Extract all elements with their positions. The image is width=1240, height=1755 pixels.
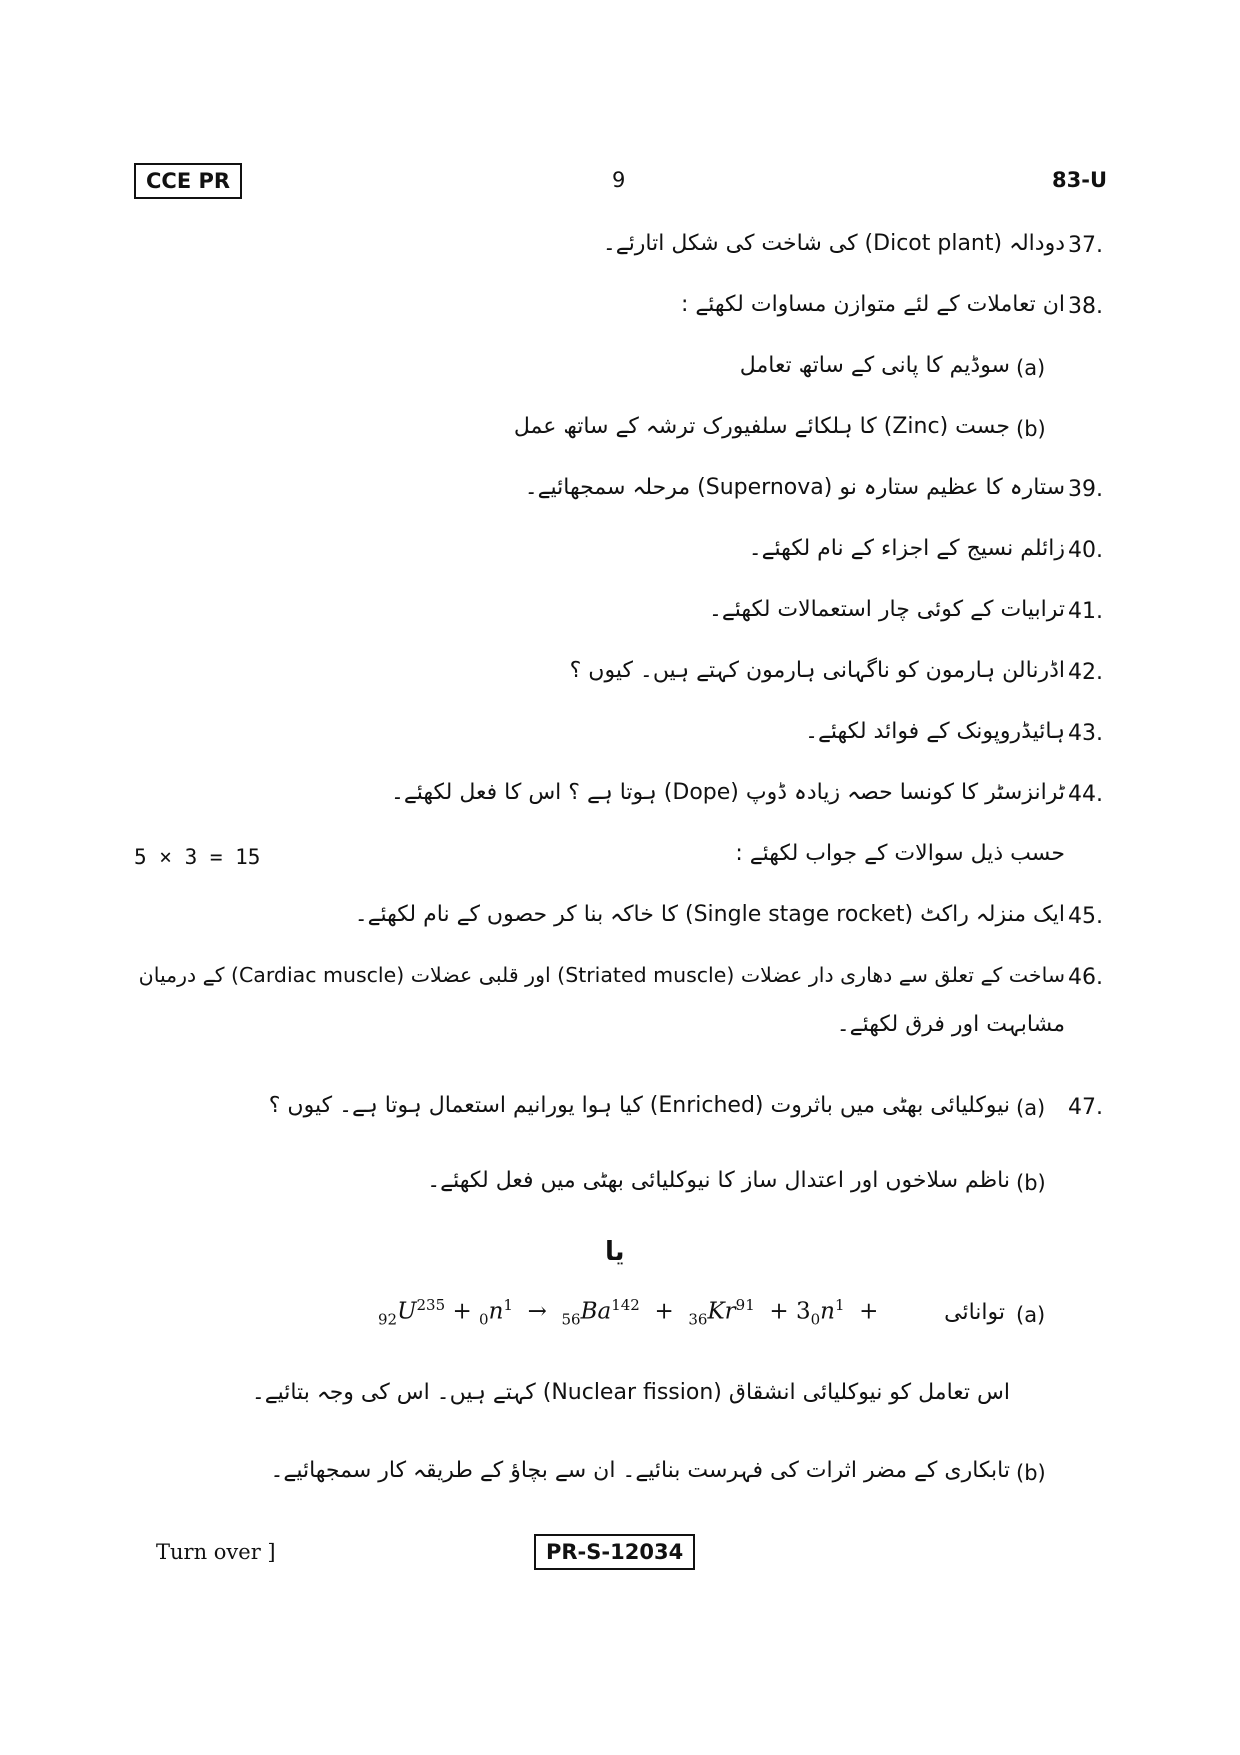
question-40-number: 40. (1068, 538, 1103, 563)
section-instruction: حسب ذیل سوالات کے جواب لکھئے : (735, 841, 1065, 866)
header-box-cce-pr: CCE PR (134, 163, 242, 199)
question-46-text: ساخت کے تعلق سے دھاری دار عضلات (Striated muscle) اور قلبی عضلات (Cardiac muscle) کے درمیان (138, 963, 1065, 987)
question-39-text: ستارہ کا عظیم ستارہ نو (Supernova) مرحلہ سمجھائیے۔ (524, 475, 1065, 500)
equation-energy-word: توانائی (944, 1300, 1005, 1325)
question-38a-label: (a) (1016, 356, 1046, 380)
question-47a-text: نیوکلیائی بھٹی میں باثروت (Enriched) کیا ہوا یورانیم استعمال ہوتا ہے۔ کیوں ؟ (268, 1093, 1010, 1118)
question-47-alt-b-text: تابکاری کے مضر اثرات کی فہرست بنائیے۔ ان سے بچاؤ کے طریقہ کار سمجھائیے۔ (270, 1458, 1010, 1483)
page-number: 9 (612, 168, 626, 192)
question-42-number: 42. (1068, 660, 1103, 685)
question-44-number: 44. (1068, 782, 1103, 807)
question-43-number: 43. (1068, 721, 1103, 746)
question-47a-label: (a) (1016, 1096, 1046, 1120)
question-45-text: ایک منزلہ راکٹ (Single stage rocket) کا خاکہ بنا کر حصوں کے نام لکھئے۔ (354, 902, 1065, 927)
question-39-number: 39. (1068, 477, 1103, 502)
question-37-text: دودالہ (Dicot plant) کی شاخت کی شکل اتارئے۔ (602, 231, 1065, 256)
question-38a-text: سوڈیم کا پانی کے ساتھ تعامل (739, 353, 1010, 378)
question-37-number: 37. (1068, 233, 1103, 258)
question-41-text: ترابیات کے کوئی چار استعمالات لکھئے۔ (709, 597, 1065, 622)
question-47-alt-b-label: (b) (1016, 1461, 1046, 1485)
question-43-text: ہائیڈروپونک کے فوائد لکھئے۔ (805, 719, 1065, 744)
question-47-alt-a-label: (a) (1016, 1303, 1046, 1327)
question-47b-label: (b) (1016, 1171, 1046, 1195)
section-marks: 5 × 3 = 15 (134, 845, 261, 869)
question-46-number: 46. (1068, 965, 1103, 990)
question-44-text: ٹرانزسٹر کا کونسا حصہ زیادہ ڈوپ (Dope) ہوتا ہے ؟ اس کا فعل لکھئے۔ (390, 780, 1065, 805)
question-42-text: اڈرنالن ہارمون کو ناگہانی ہارمون کہتے ہیں۔ کیوں ؟ (569, 658, 1065, 683)
question-41-number: 41. (1068, 599, 1103, 624)
question-46-text-line2: مشابہت اور فرق لکھئے۔ (836, 1012, 1065, 1037)
question-38-number: 38. (1068, 294, 1103, 319)
question-47-number: 47. (1068, 1095, 1103, 1120)
question-47b-text: ناظم سلاخوں اور اعتدال ساز کا نیوکلیائی بھٹی میں فعل لکھئے۔ (427, 1168, 1010, 1193)
turn-over-note: Turn over ] (156, 1540, 276, 1564)
question-45-number: 45. (1068, 904, 1103, 929)
question-38b-text: جست (Zinc) کا ہلکائے سلفیورک ترشہ کے ساتھ عمل (513, 414, 1010, 439)
footer-code-box: PR-S-12034 (534, 1534, 695, 1570)
question-47-alt-a-text2: اس تعامل کو نیوکلیائی انشقاق (Nuclear fission) کہتے ہیں۔ اس کی وجہ بتائیے۔ (251, 1380, 1010, 1405)
question-40-text: زائلم نسیج کے اجزاء کے نام لکھئے۔ (748, 536, 1065, 561)
paper-code: 83-U (1052, 168, 1107, 192)
or-separator: یا (605, 1237, 625, 1267)
nuclear-fission-equation: $_{92}U^{235} + _0n^1 \to _{56}Ba^{142} + _{36}Kr^{91} + 3_0n^1$ + (378, 1296, 879, 1329)
question-38-text: ان تعاملات کے لئے متوازن مساوات لکھئے : (680, 292, 1065, 317)
question-38b-label: (b) (1016, 417, 1046, 441)
